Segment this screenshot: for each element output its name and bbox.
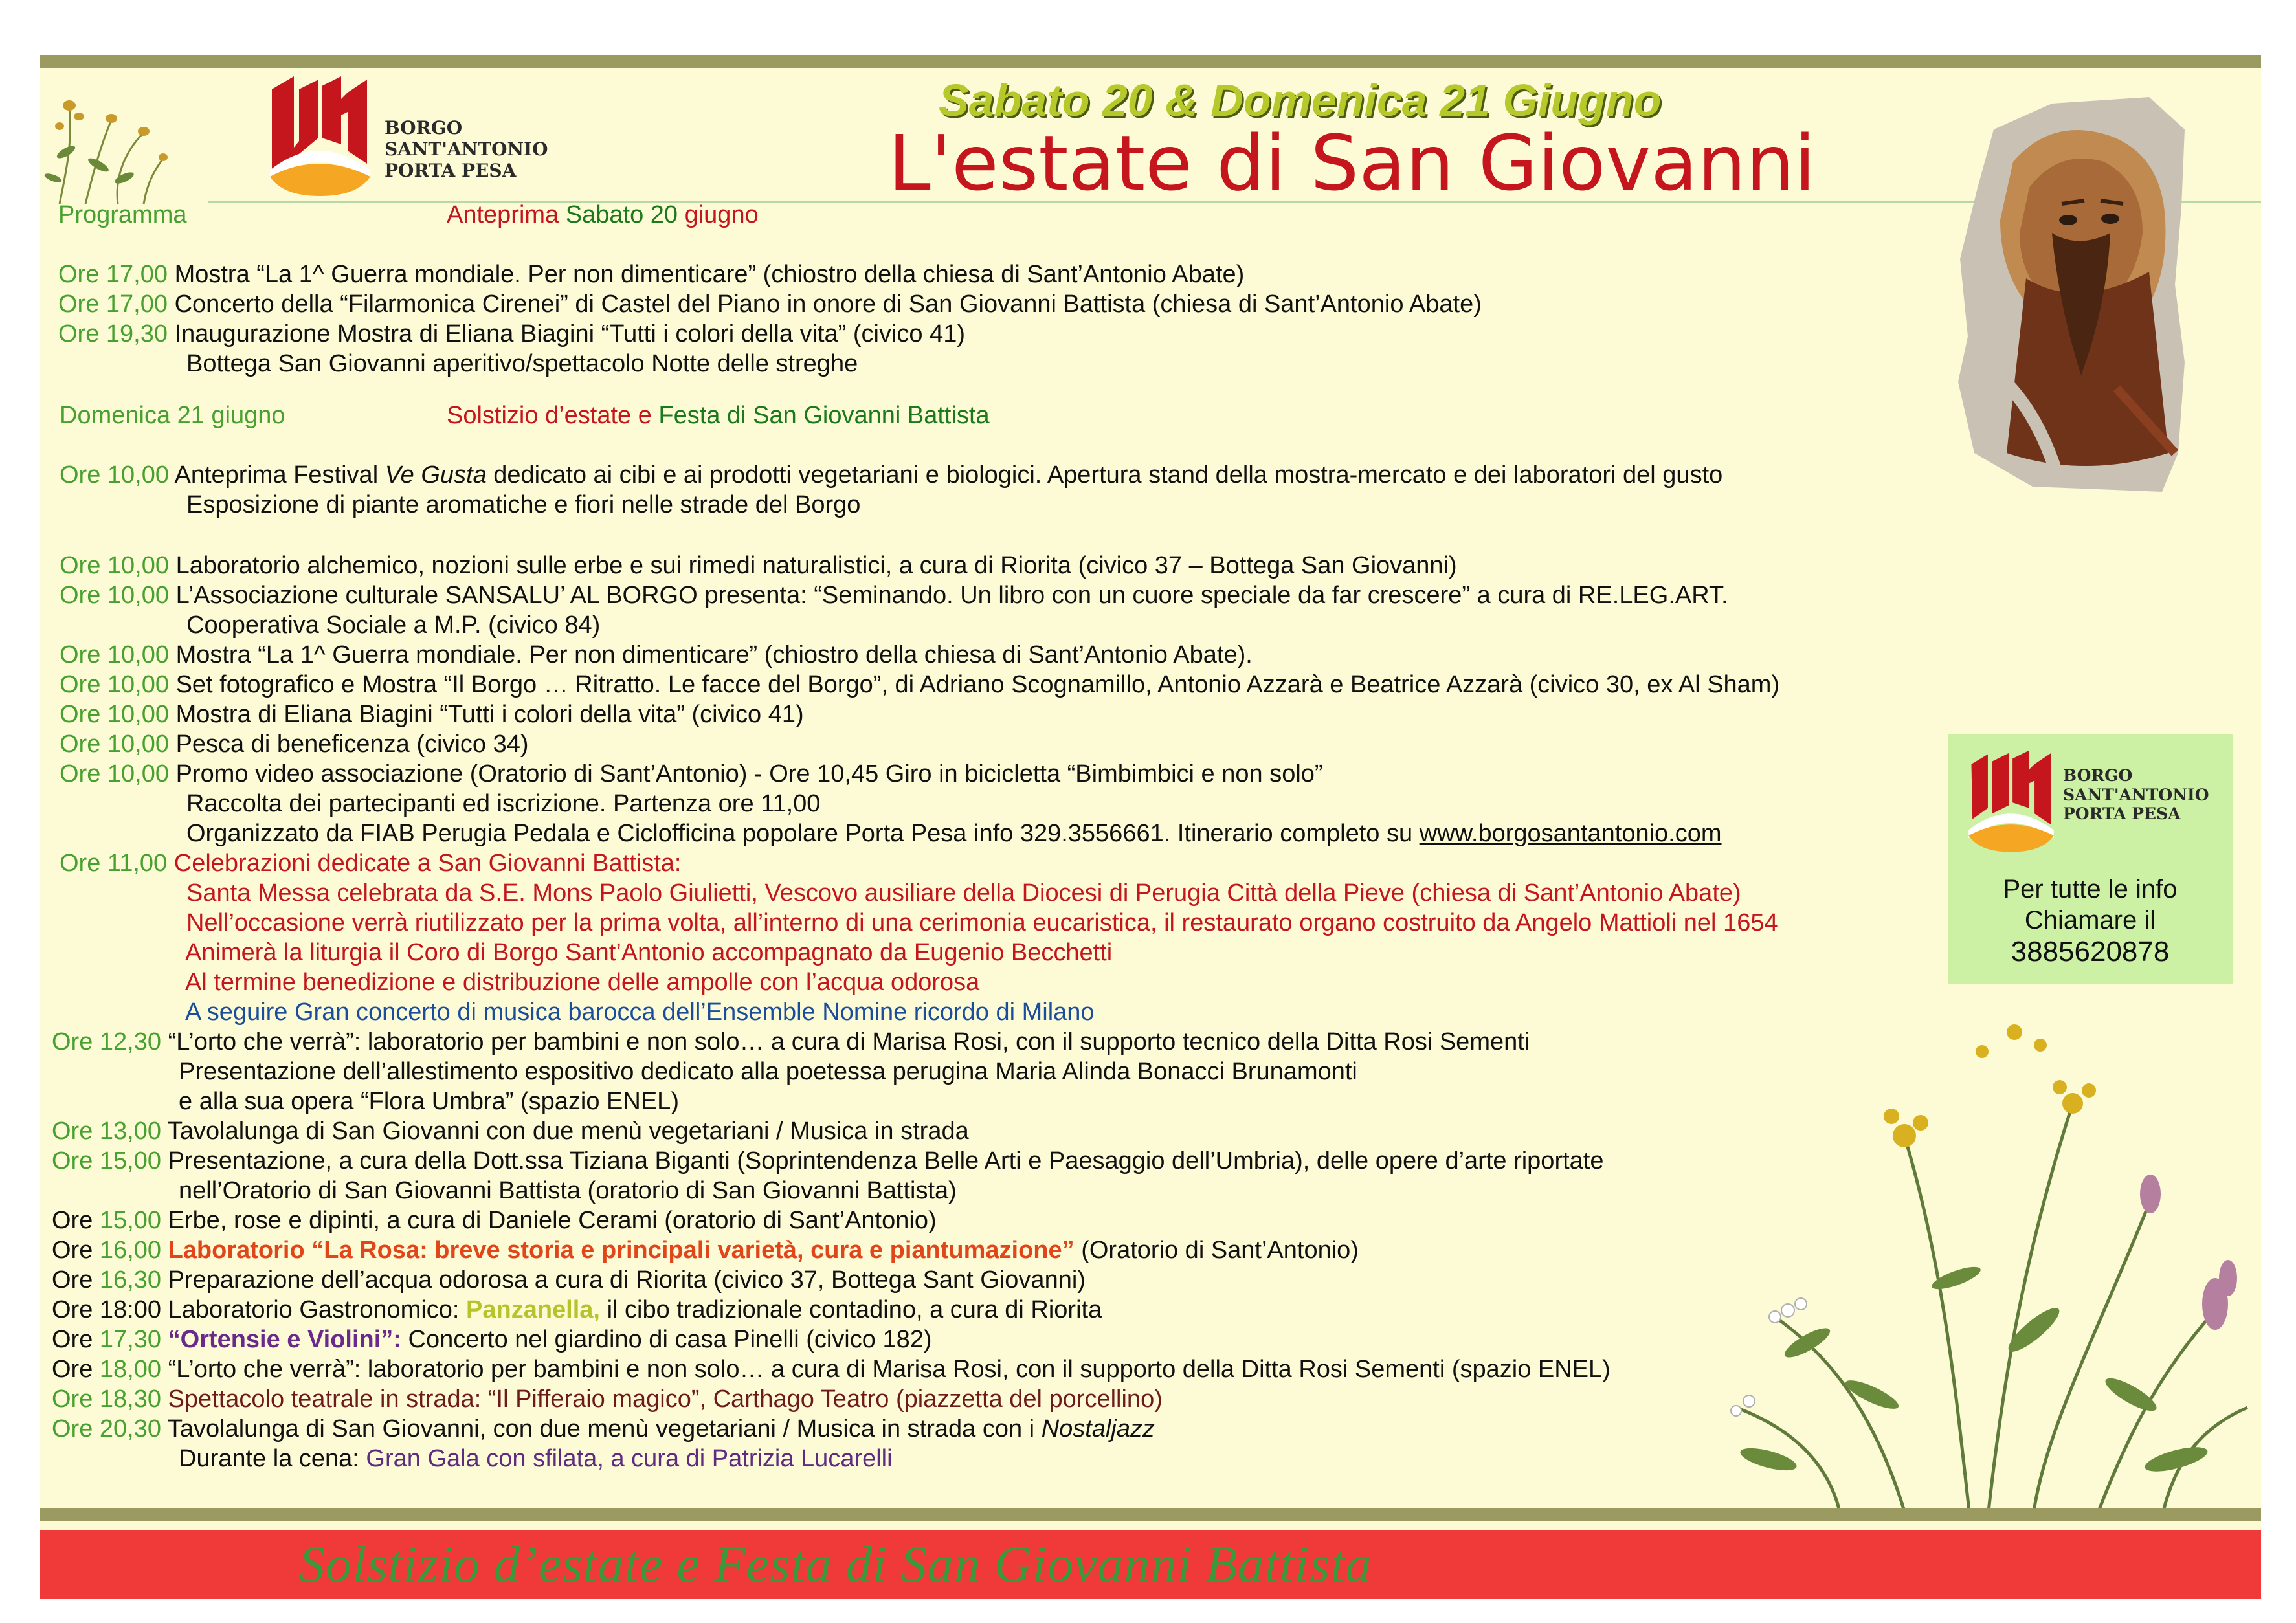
sun-item-b7 [60,760,1323,788]
sun-item-e4 [52,1296,1102,1324]
sun-item-d3-cont: nell’Oratorio di San Giovanni Battista (oratorio di San Giovanni Battista) [179,1177,957,1204]
sun-item-e5-time: 17,30 [99,1326,162,1353]
sun-item-b4-time: Ore 10,00 [60,671,169,698]
sun-item-a1-pre: Anteprima Festival [174,461,379,489]
sat-item-3-time: Ore 19,30 [58,320,168,348]
sun-item-d1-cont-2: e alla sua opera “Flora Umbra” (spazio ENEL) [179,1088,679,1115]
infobox-line-1: Per tutte le info [2003,875,2178,903]
footer-text: Solstizio d’estate e Festa di San Giovanni Battista [299,1536,1372,1593]
sun-item-c-text: Celebrazioni dedicate a San Giovanni Battista: [173,850,682,877]
logo-line-2: SANT'ANTONIO [385,138,548,160]
sun-item-b7-cont-2 [186,820,1722,848]
sun-item-c-line-1: Santa Messa celebrata da S.E. Mons Paolo Giulietti, Vescovo ausiliare della Diocesi di Perugia Città della Pieve (chiesa di Sant’Antonio Abate) [186,879,1741,907]
sun-item-b2-cont: Cooperativa Sociale a M.P. (civico 84) [186,612,601,639]
sun-item-d3-time: Ore 15,00 [52,1147,161,1175]
sun-item-e1-text: Erbe, rose e dipinti, a cura di Daniele Cerami (oratorio di Sant’Antonio) [168,1207,937,1234]
sun-item-b2-time: Ore 10,00 [60,582,169,609]
sun-item-b7-cont-2-text: Organizzato da FIAB Perugia Pedala e Ciclofficina popolare Porta Pesa info 329.3556661. Itinerario completo su [186,820,1413,847]
sun-item-f2-time: Ore 20,30 [52,1415,161,1442]
sun-item-b1-time: Ore 10,00 [60,552,169,579]
sun-item-b5-text: Mostra di Eliana Biagini “Tutti i colori della vita” (civico 41) [175,701,804,728]
sun-item-c-time: Ore 11,00 [60,850,168,877]
sun-item-e2-time: 16,00 [99,1237,162,1264]
saturday-heading [447,201,759,229]
sun-item-b4-text: Set fotografico e Mostra “Il Borgo … Ritratto. Le facce del Borgo”, di Adriano Scognamillo, Antonio Azzarà e Beatrice Azzarà (civico 30, ex Al Sham) [175,671,1780,698]
sun-item-a1-cont: Esposizione di piante aromatiche e fiori nelle strade del Borgo [186,491,861,518]
ore-word: Ore [52,1266,93,1294]
ore-word: Ore [52,1356,93,1383]
sun-item-b3-text: Mostra “La 1^ Guerra mondiale. Per non dimenticare” (chiostro della chiesa di Sant’Antonio Abate). [175,641,1253,668]
ore-word: Ore [52,1237,93,1264]
program-label: Programma [58,201,187,228]
borgo-logo-small-icon [1966,742,2056,858]
event-dates: Sabato 20 & Domenica 21 Giugno [939,75,1662,126]
website-link[interactable]: www.borgosantantonio.com [1419,820,1722,847]
saturday-heading-2: Sabato 20 [565,201,678,228]
sun-item-f2-text: Tavolalunga di San Giovanni, con due menù vegetariani / Musica in strada con i [167,1415,1035,1442]
sat-item-2 [58,291,1482,318]
sun-item-b1 [60,552,1457,580]
sun-item-f3-pre: Durante la cena: [179,1445,359,1472]
ore-word: Ore [52,1326,93,1353]
sunday-heading [447,402,990,430]
page-title: L'estate di San Giovanni [888,118,1816,208]
poster-page [40,55,2261,1599]
sun-item-e3-text: Preparazione dell’acqua odorosa a cura di Riorita (civico 37, Bottega Sant Giovanni) [168,1266,1086,1294]
sun-item-d1-cont-1: Presentazione dell’allestimento espositivo dedicato alla poetessa perugina Maria Alinda Bonacci Brunamonti [179,1058,1357,1085]
ore-word: Ore [52,1207,93,1234]
sat-item-2-text: Concerto della “Filarmonica Cirenei” di Castel del Piano in onore di San Giovanni Battista (chiesa di Sant’Antonio Abate) [174,291,1482,318]
sun-item-b7-text: Promo video associazione (Oratorio di Sant’Antonio) - Ore 10,45 Giro in bicicletta “Bimbimbici e non solo” [175,760,1323,788]
sun-item-d2-text: Tavolalunga di San Giovanni con due menù vegetariani / Musica in strada [167,1118,969,1145]
sun-item-c-line-5: A seguire Gran concerto di musica barocca dell’Ensemble Nomine ricordo di Milano [185,999,1095,1026]
sun-item-b2-text: L’Associazione culturale SANSALU’ AL BORGO presenta: “Seminando. Un libro con un cuore speciale da far crescere” a cura di RE.LEG.ART. [175,582,1728,609]
sun-item-b6-time: Ore 10,00 [60,731,169,758]
logo-line-3: PORTA PESA [385,160,517,182]
sun-item-d1-time: Ore 12,30 [52,1028,161,1055]
infobox-phone[interactable]: 3885620878 [2011,936,2170,967]
sat-item-3 [58,320,965,348]
sun-item-e3 [52,1266,1086,1294]
sun-item-e1-time: 15,00 [99,1207,162,1234]
sun-item-e4-pre: Ore 18:00 Laboratorio Gastronomico: [52,1296,460,1323]
sun-item-f2 [52,1415,1155,1443]
sun-item-e2-post: (Oratorio di Sant’Antonio) [1081,1237,1359,1264]
sun-item-c-line-2: Nell’occasione verrà riutilizzato per la prima volta, all’interno di una cerimonia eucaristica, il restaurato organo costruito da Angelo Mattioli nel 1654 [186,909,1778,936]
borgo-logo [267,73,603,196]
sun-item-b6-text: Pesca di beneficenza (civico 34) [175,731,529,758]
ve-gusta-text: Ve Gusta [385,461,487,489]
sun-item-b5-time: Ore 10,00 [60,701,169,728]
sun-item-e4-post: il cibo tradizionale contadino, a cura di Riorita [607,1296,1102,1323]
sunday-heading-1: Solstizio d’estate [447,402,632,429]
sun-item-b4 [60,671,1779,699]
ortensie-violini-text: “Ortensie e Violini”: [168,1326,401,1353]
infobox-logo-line-2: SANT'ANTONIO [2063,785,2209,804]
sun-item-b5 [60,701,804,729]
saturday-heading-1: Anteprima [447,201,559,228]
sun-item-b6 [60,731,529,758]
sat-item-1-text: Mostra “La 1^ Guerra mondiale. Per non dimenticare” (chiostro della chiesa di Sant’Antonio Abate) [174,261,1245,288]
borgo-logo-icon [267,73,373,196]
sunday-heading-2: Festa di San Giovanni Battista [658,402,990,429]
wildflowers-illustration-icon [1710,1006,2261,1511]
top-band [40,55,2261,68]
sun-item-d3-text: Presentazione, a cura della Dott.ssa Tiziana Biganti (Soprintendenza Belle Arti e Paesaggio dell’Umbria), delle opere d’arte riportate [168,1147,1604,1175]
logo-line-1: BORGO [385,117,463,138]
sun-item-b2 [60,582,1728,610]
panzanella-text: Panzanella, [466,1296,600,1323]
sun-item-e2-title: Laboratorio “La Rosa: breve storia e principali varietà, cura e piantumazione” [168,1237,1075,1264]
nostaljazz-text: Nostaljazz [1041,1415,1155,1442]
sun-item-a1-post: dedicato ai cibi e ai prodotti vegetariani e biologici. Apertura stand della mostra-mercato e dei laboratori del gusto [493,461,1723,489]
sun-item-e6-text: “L’orto che verrà”: laboratorio per bambini e non solo… a cura di Marisa Rosi, con il supporto della Ditta Rosi Sementi (spazio ENEL) [168,1356,1611,1383]
sun-item-c-line-3: Animerà la liturgia il Coro di Borgo Sant’Antonio accompagnato da Eugenio Becchetti [185,939,1113,966]
sun-item-f1-time: Ore 18,30 [52,1386,161,1413]
infobox-logo-line-3: PORTA PESA [2063,804,2181,823]
sunday-label: Domenica 21 giugno [60,402,285,429]
sun-item-b3-time: Ore 10,00 [60,641,169,668]
sun-item-f1 [52,1386,1163,1413]
sun-item-a1 [60,461,1722,489]
sun-item-d2-time: Ore 13,00 [52,1118,161,1145]
sat-item-2-time: Ore 17,00 [58,291,168,318]
herb-illustration-topleft-icon [40,81,170,204]
sat-item-1-time: Ore 17,00 [58,261,168,288]
sun-item-d1-text: “L’orto che verrà”: laboratorio per bambini e non solo… a cura di Marisa Rosi, con il supporto tecnico della Ditta Rosi Sementi [168,1028,1530,1055]
sun-item-e5-post: Concerto nel giardino di casa Pinelli (civico 182) [408,1326,932,1353]
sun-item-c-line-4: Al termine benedizione e distribuzione delle ampolle con l’acqua odorosa [185,969,980,996]
sun-item-e6 [52,1356,1611,1384]
sun-item-f1-text: Spettacolo teatrale in strada: “Il Pifferaio magico”, Carthago Teatro (piazzetta del porcellino) [168,1386,1163,1413]
infobox-logo [1966,742,2225,858]
saturday-heading-3: giugno [684,201,759,228]
sun-item-e6-time: 18,00 [99,1356,162,1383]
sun-item-e2 [52,1237,1359,1264]
infobox-line-2: Chiamare il [2024,906,2156,934]
sat-item-3-cont: Bottega San Giovanni aperitivo/spettacolo Notte delle streghe [186,350,858,377]
sun-item-e1 [52,1207,937,1235]
info-box [1948,734,2233,984]
sun-item-e3-time: 16,30 [99,1266,162,1294]
bottom-band [40,1508,2261,1521]
sat-item-3-text: Inaugurazione Mostra di Eliana Biagini “Tutti i colori della vita” (civico 41) [174,320,966,348]
sun-item-b7-cont-1: Raccolta dei partecipanti ed iscrizione. Partenza ore 11,00 [186,790,821,817]
sunday-heading-and: e [638,402,652,429]
sun-item-d2 [52,1118,969,1145]
sun-item-f3-text: Gran Gala con sfilata, a cura di Patrizia Lucarelli [366,1445,893,1472]
saint-fresco-icon [1955,91,2188,495]
sun-item-b1-text: Laboratorio alchemico, nozioni sulle erbe e sui rimedi naturalistici, a cura di Riorita (civico 37 – Bottega San Giovanni) [175,552,1457,579]
sun-item-d1 [52,1028,1530,1056]
sun-item-d3 [52,1147,1603,1175]
footer-bar [40,1530,2261,1599]
infobox-logo-line-1: BORGO [2063,766,2133,785]
sun-item-a1-time: Ore 10,00 [60,461,169,489]
sun-item-b3 [60,641,1253,669]
sun-item-c [60,850,681,878]
sun-item-e5 [52,1326,932,1354]
sat-item-1 [58,261,1244,289]
sun-item-b7-time: Ore 10,00 [60,760,169,788]
sun-item-f3 [179,1445,893,1473]
